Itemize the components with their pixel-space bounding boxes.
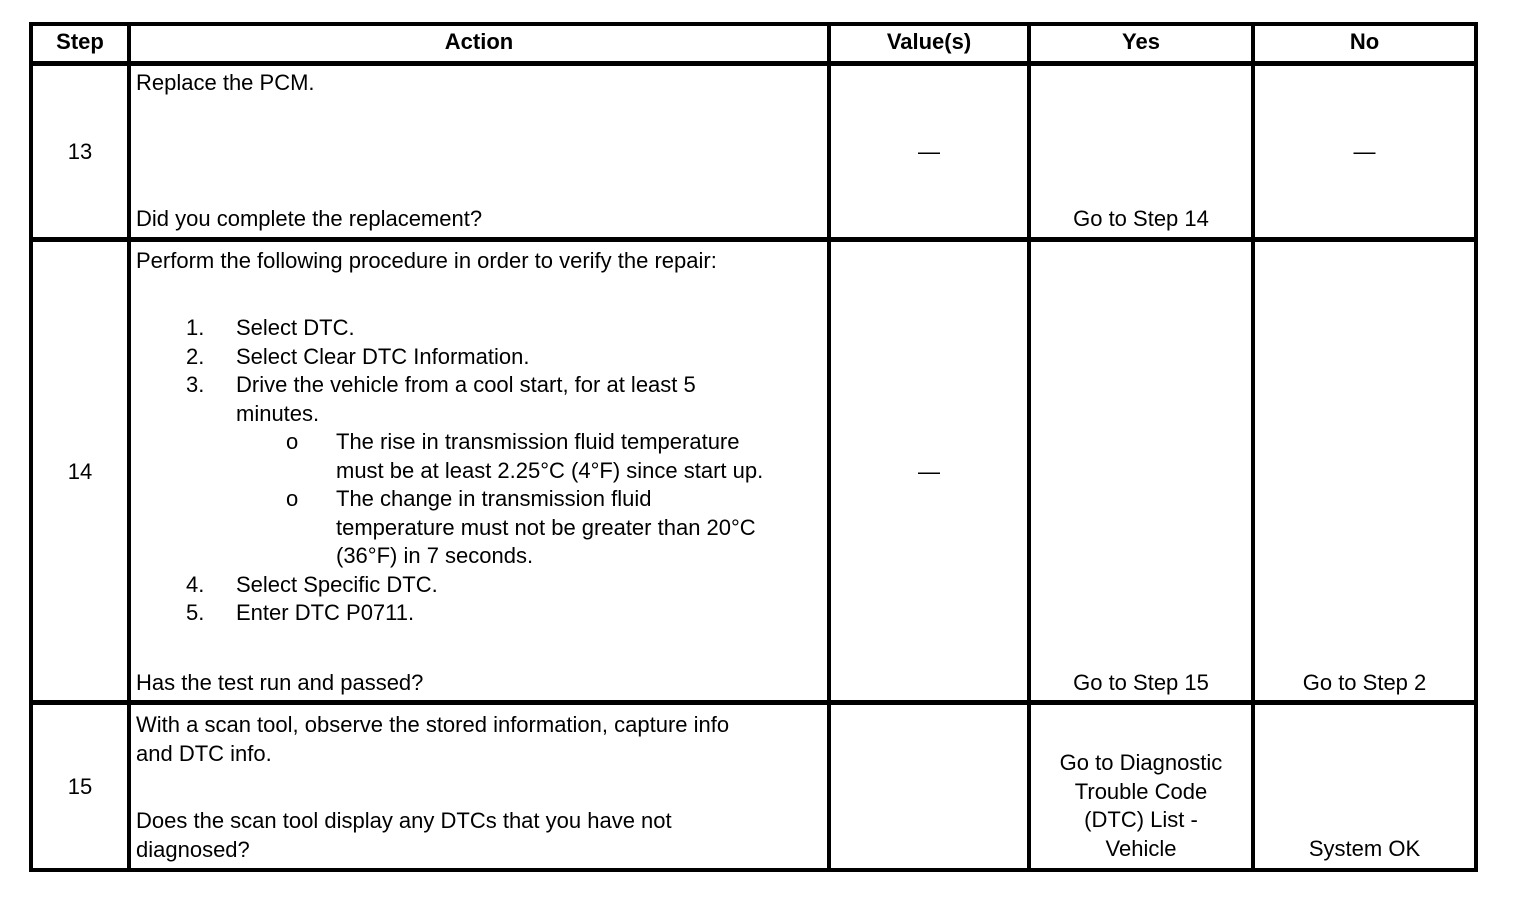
row13-yes: Go to Step 14 bbox=[1073, 206, 1209, 231]
step-14: 14 bbox=[67, 459, 93, 484]
row14-no: Go to Step 2 bbox=[1302, 670, 1427, 695]
list-item: 5. Enter DTC P0711. bbox=[186, 600, 415, 625]
step-15: 15 bbox=[67, 774, 93, 799]
header-no: No bbox=[1349, 29, 1380, 54]
list-item: 2. Select Clear DTC Information. bbox=[186, 343, 530, 369]
row14-values: — bbox=[918, 459, 940, 484]
table-border-right bbox=[1474, 22, 1478, 872]
row14-action-intro: Perform the following procedure in order to verify the repair: bbox=[136, 248, 717, 273]
row14-procedure-list bbox=[136, 314, 763, 628]
list-item: 1. Select DTC. bbox=[186, 315, 355, 340]
row13-action-question: Did you complete the replacement? bbox=[136, 206, 483, 231]
header-action: Action bbox=[444, 29, 514, 54]
diagnostic-table bbox=[29, 22, 1478, 872]
row15-action-intro: With a scan tool, observe the stored information, capture info and DTC info. bbox=[136, 712, 730, 766]
row-divider-14-15 bbox=[29, 700, 1478, 705]
header-divider bbox=[29, 61, 1478, 66]
header-values: Value(s) bbox=[886, 29, 972, 54]
row13-action-intro: Replace the PCM. bbox=[136, 70, 315, 95]
row13-no: — bbox=[1353, 139, 1376, 164]
row14-action-question: Has the test run and passed? bbox=[136, 670, 424, 695]
col-divider-step bbox=[127, 22, 131, 872]
row14-yes: Go to Step 15 bbox=[1073, 670, 1209, 695]
step-13: 13 bbox=[67, 139, 93, 164]
col-divider-values bbox=[1027, 22, 1031, 872]
header-step: Step bbox=[56, 29, 104, 54]
table-border-top bbox=[29, 22, 1478, 26]
list-item: 3. Drive the vehicle from a cool start, for at least 5 minutes. o The rise in transmission fluid temperature must be at least 2.25°C (4°F) since start up. o The change in transmission fluid temperature must not be greater than 20°C (36°F) in 7 seconds. bbox=[136, 371, 763, 571]
table-border-bottom bbox=[29, 868, 1478, 872]
list-item: 4. Select Specific DTC. bbox=[186, 571, 438, 597]
row15-action-question: Does the scan tool display any DTCs that you have not diagnosed? bbox=[136, 808, 672, 862]
row15-no: System OK bbox=[1308, 836, 1421, 861]
list-item: o The rise in transmission fluid temperature must be at least 2.25°C (4°F) since start up. bbox=[286, 429, 764, 483]
row-divider-13-14 bbox=[29, 237, 1478, 242]
header-yes: Yes bbox=[1122, 29, 1160, 54]
row15-yes: Go to Diagnostic Trouble Code (DTC) List - Vehicle bbox=[1059, 750, 1223, 861]
row13-values: — bbox=[918, 139, 940, 164]
list-item: o The change in transmission fluid temperature must not be greater than 20°C (36°F) in 7 seconds. bbox=[286, 486, 756, 568]
row14-sub-list bbox=[236, 428, 763, 571]
